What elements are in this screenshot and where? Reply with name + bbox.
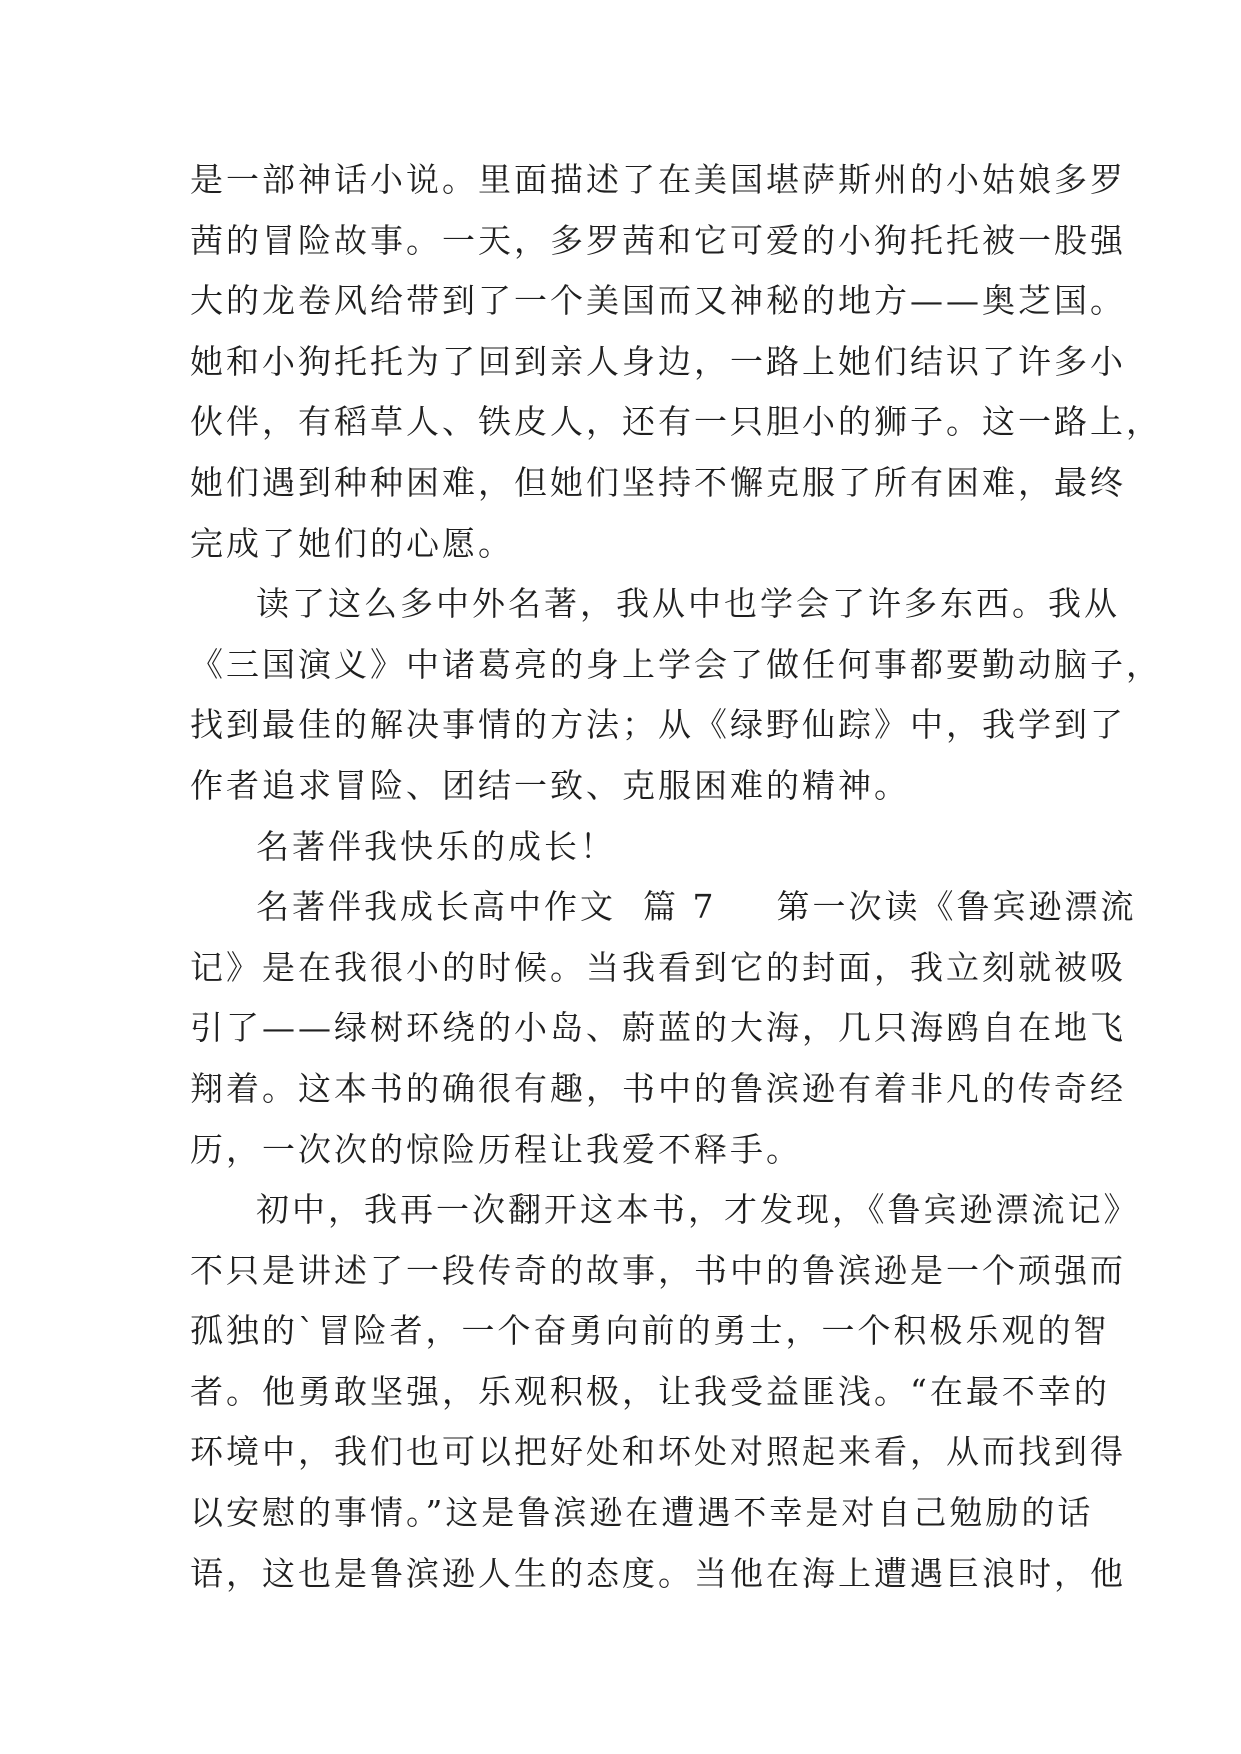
section-heading-line xyxy=(190,877,1137,938)
paragraph-first-line-text: 第一次读《鲁宾逊漂流 xyxy=(776,887,1137,927)
text-line: 历，一次次的惊险历程让我爱不释手。 xyxy=(190,1129,802,1169)
essay-text xyxy=(190,150,1162,1604)
text-line: 她们遇到种种困难，但她们坚持不懈克服了所有困难，最终 xyxy=(190,462,1126,502)
text-line: 作者追求冒险、团结一致、克服困难的精神。 xyxy=(190,765,910,805)
paragraph-first-line: 初中，我再一次翻开这本书，才发现，《鲁宾逊漂流记》 xyxy=(256,1190,1140,1230)
text-line: 大的龙卷风给带到了一个美国而又神秘的地方——奥芝国。 xyxy=(190,281,1126,321)
text-line: 引了——绿树环绕的小岛、蔚蓝的大海，几只海鸥自在地飞 xyxy=(190,1008,1126,1048)
text-line: 者。他勇敢坚强，乐观积极，让我受益匪浅。“在最不幸的 xyxy=(190,1371,1110,1411)
text-line: 孤独的`冒险者，一个奋勇向前的勇士，一个积极乐观的智 xyxy=(190,1311,1110,1351)
paragraph-first-line: 名著伴我快乐的成长！ xyxy=(256,826,616,866)
paragraph-first-line: 读了这么多中外名著，我从中也学会了许多东西。我从 xyxy=(256,584,1120,624)
text-line: 翔着。这本书的确很有趣，书中的鲁滨逊有着非凡的传奇经 xyxy=(190,1068,1126,1108)
text-line: 《三国演义》中诸葛亮的身上学会了做任何事都要勤动脑子， xyxy=(190,644,1162,684)
text-line: 完成了她们的心愿。 xyxy=(190,523,514,563)
text-line: 不只是讲述了一段传奇的故事，书中的鲁滨逊是一个顽强而 xyxy=(190,1250,1126,1290)
text-line: 记》是在我很小的时候。当我看到它的封面，我立刻就被吸 xyxy=(190,947,1126,987)
text-line: 找到最佳的解决事情的方法；从《绿野仙踪》中，我学到了 xyxy=(190,705,1126,745)
text-line: 环境中，我们也可以把好处和坏处对照起来看，从而找到得 xyxy=(190,1432,1126,1472)
text-line: 语，这也是鲁滨逊人生的态度。当他在海上遭遇巨浪时，他 xyxy=(190,1553,1126,1593)
text-line: 伙伴，有稻草人、铁皮人，还有一只胆小的狮子。这一路上， xyxy=(190,402,1162,442)
section-heading: 名著伴我成长高中作文 篇 7 xyxy=(256,887,717,927)
text-line: 她和小狗托托为了回到亲人身边，一路上她们结识了许多小 xyxy=(190,341,1126,381)
text-line: 以安慰的事情。”这是鲁滨逊在遭遇不幸是对自己勉励的话 xyxy=(190,1493,1094,1533)
text-line: 是一部神话小说。里面描述了在美国堪萨斯州的小姑娘多罗 xyxy=(190,160,1126,199)
text-line: 茜的冒险故事。一天，多罗茜和它可爱的小狗托托被一股强 xyxy=(190,220,1126,260)
